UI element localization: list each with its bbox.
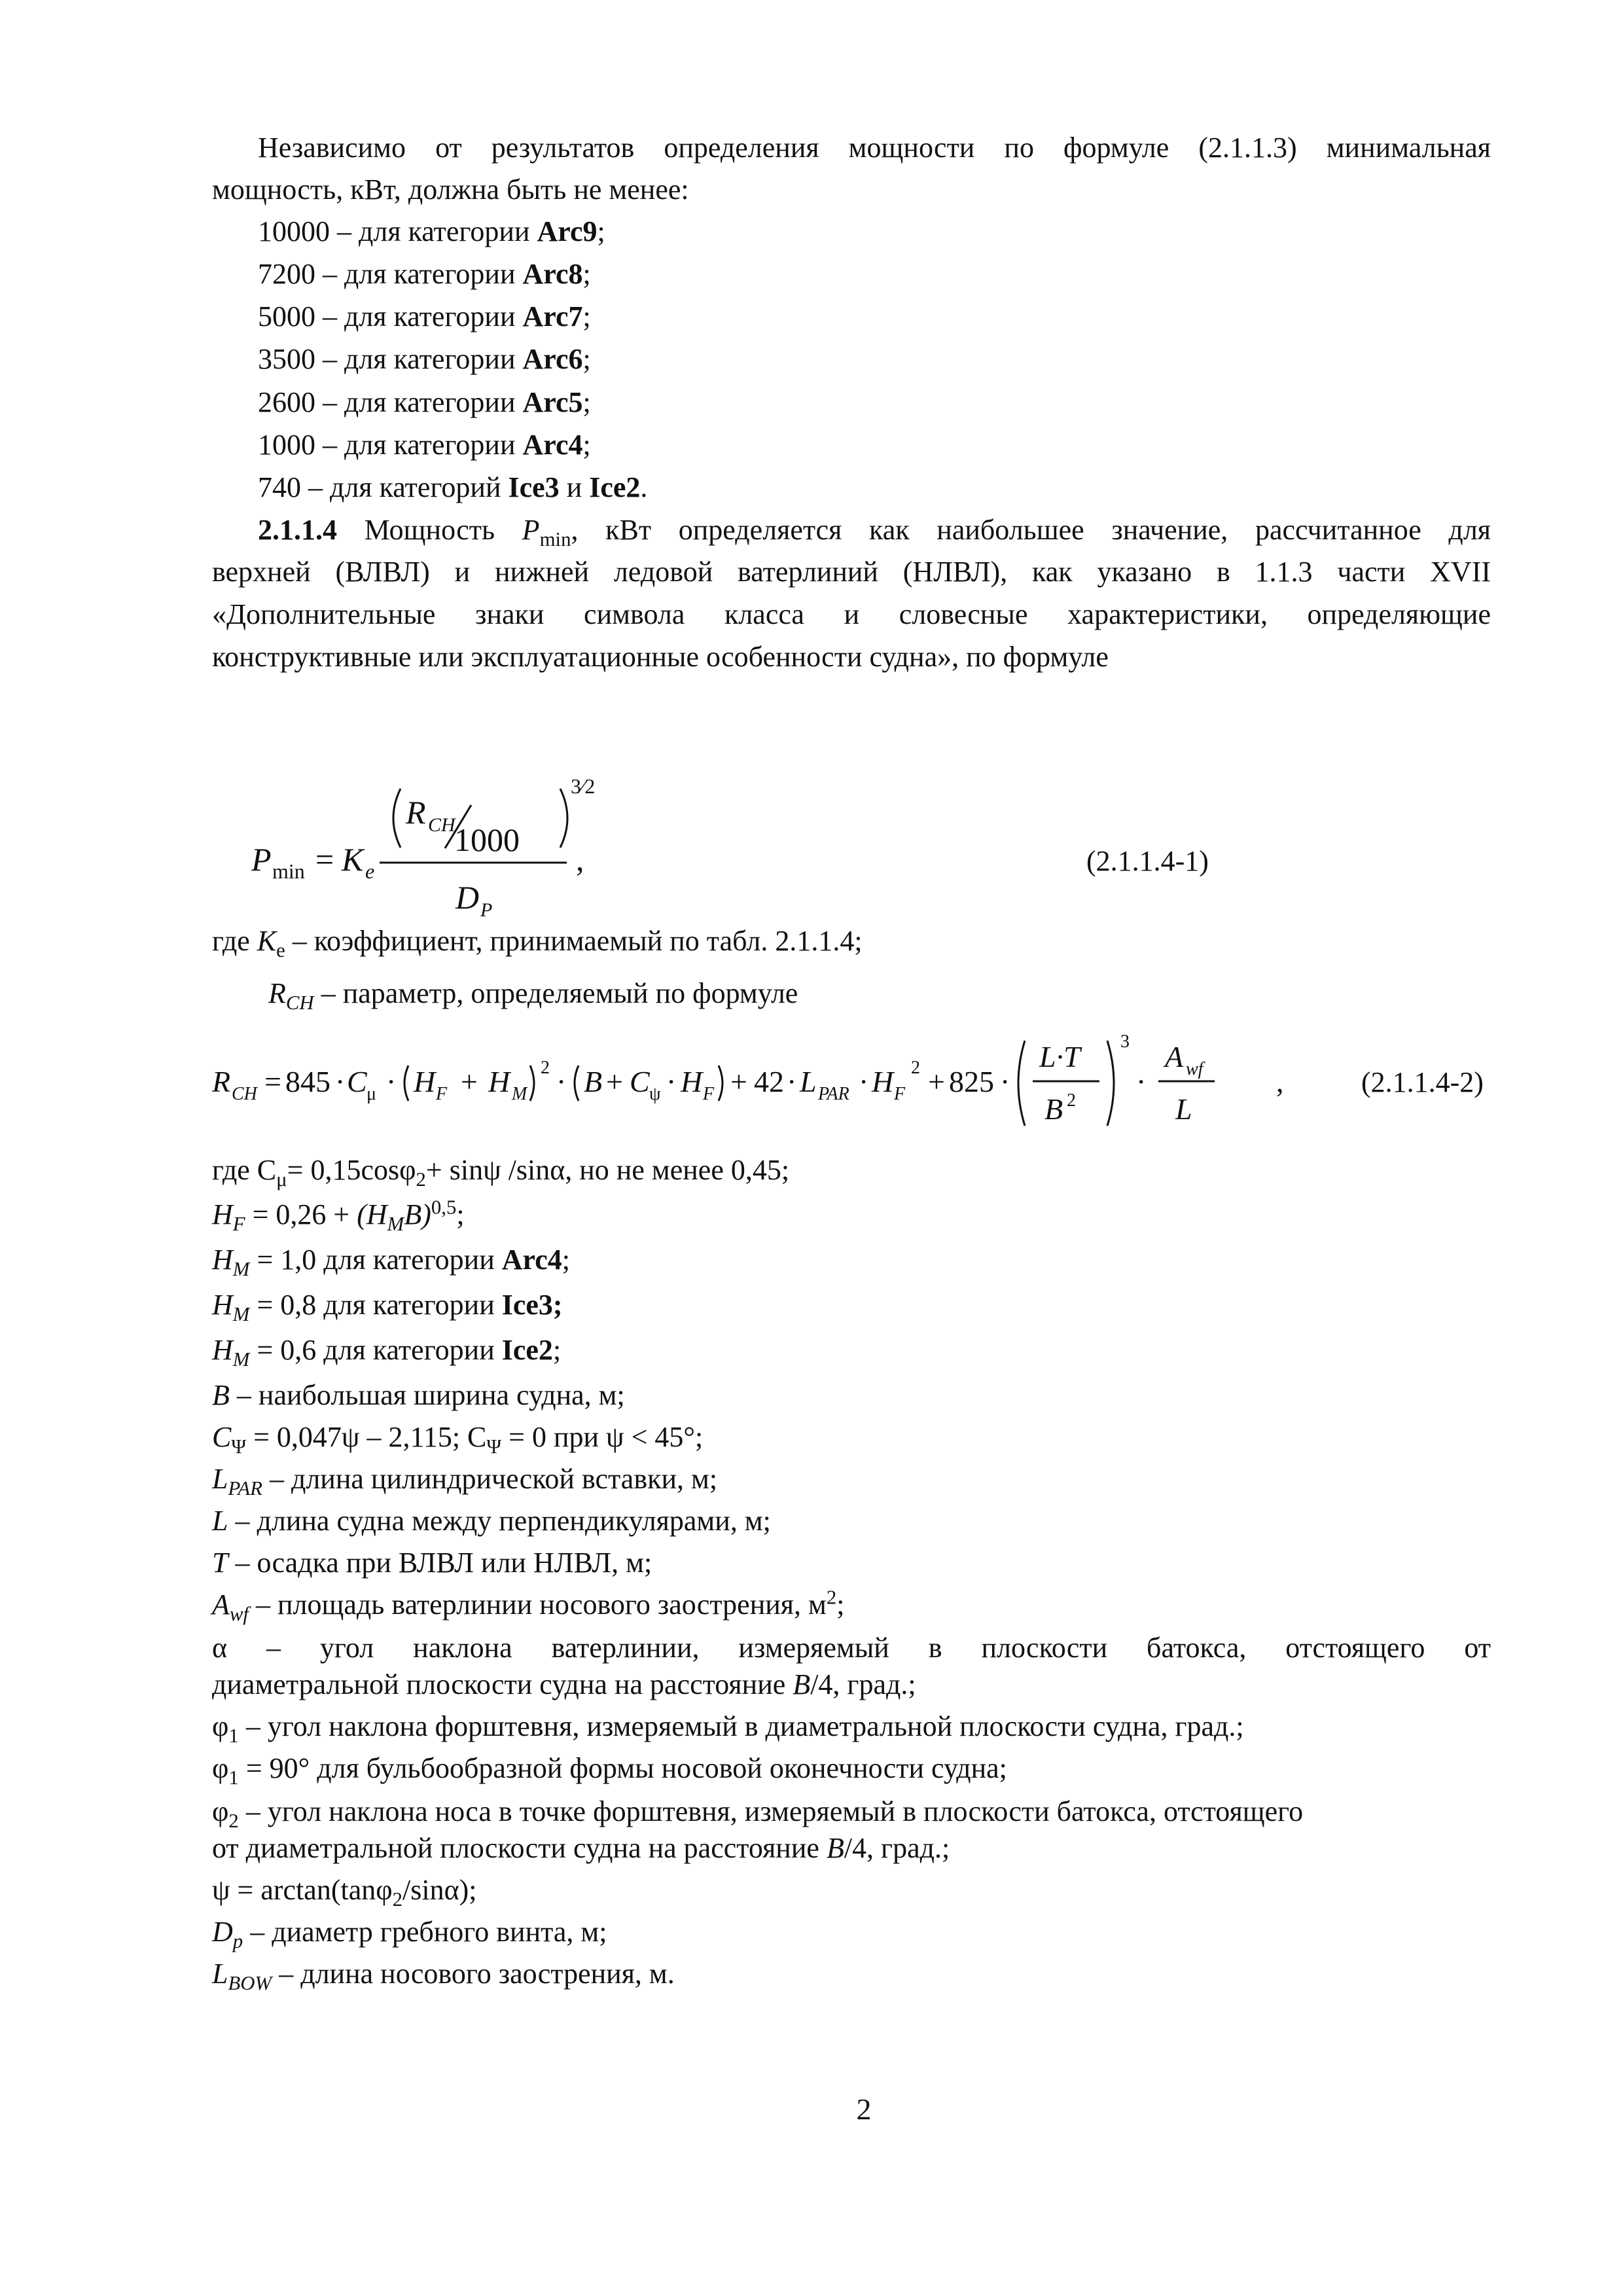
f2-hm: H (488, 1065, 510, 1098)
f2-dot-2: · (386, 1065, 397, 1098)
f2-plus-4: + (928, 1065, 945, 1098)
def-hm-ice2: $H_M = 0,6$ для категории Ice2; (212, 1334, 562, 1371)
f2-lpar-sub: PAR (818, 1084, 849, 1104)
min-power-item: 7200 – для категории Arc8; (258, 258, 591, 290)
f2-awf: A (1165, 1040, 1184, 1073)
f2-sq: 2 (541, 1058, 550, 1078)
f2-comma: , (1276, 1065, 1284, 1098)
f2-hm-sub: M (512, 1084, 527, 1104)
def-dp: $D_p$ – диаметр гребного винта, м; (212, 1916, 607, 1952)
def-cmu: где $C_\mu= 0,15\cos\varphi_2+ \sin\psi$ /sinα, но не менее 0,45; (212, 1154, 790, 1191)
f1-comma: , (576, 841, 584, 878)
f2-plus-2: + (606, 1065, 623, 1098)
intro-line-1: Независимо от результатов определения мощности по формуле (2.1.1.3) минимальная (258, 132, 1491, 164)
def-rch: $R_{CH}$ – параметр, определяемый по формуле (268, 977, 798, 1014)
f2-b2: B (1044, 1092, 1063, 1126)
section-line-4: конструктивные или эксплуатационные особенности судна», по формуле (212, 641, 1109, 673)
min-power-item: 5000 – для категории Arc7; (258, 300, 591, 332)
f2-lt: L·T (1039, 1040, 1080, 1073)
f1-label: (2.1.1.4-1) (1086, 845, 1209, 877)
f1-div: 1000 (454, 821, 520, 858)
f2-hf-2-sub: F (703, 1084, 715, 1104)
f1-r: R (406, 794, 426, 831)
f2-b: B (584, 1065, 603, 1098)
f2-sq-2: 2 (911, 1058, 920, 1078)
f2-dot-5: · (787, 1065, 797, 1098)
f2-hf-sub: F (436, 1084, 448, 1104)
f2-hf: H (414, 1065, 436, 1098)
f1-k-sub: e (365, 859, 375, 883)
f2-paren-1-close (530, 1066, 534, 1101)
min-power-item: 2600 – для категории Arc5; (258, 386, 591, 418)
def-t: T – осадка при ВЛВЛ или НЛВЛ, м; (212, 1547, 652, 1579)
f2-cmu-sub: μ (366, 1084, 377, 1104)
f2-dot-3: · (556, 1065, 567, 1098)
f2-cpsi-sub: ψ (649, 1084, 661, 1104)
section-line-2: верхней (ВЛВЛ) и нижней ледовой ватерлиний (НЛВЛ), как указано в 1.1.3 части XVII (212, 556, 1491, 588)
f2-paren-1-open (404, 1066, 408, 1101)
f2-eq: = (264, 1065, 281, 1098)
f2-hf-3: H (872, 1065, 894, 1098)
section-heading-line: 2.1.1.4 Мощность $P_{min}$, кВт определяется как наибольшее значение, рассчитанное для (258, 514, 1491, 550)
section-line-3: «Дополнительные знаки символа класса и словесные характеристики, определяющие (212, 598, 1491, 630)
def-phi1-bulb: $\varphi_1 = 90^\circ$ для бульбообразной формы носовой оконечности судна; (212, 1752, 1007, 1789)
def-lpar: $L_{PAR}$ – длина цилиндрической вставки, м; (212, 1463, 718, 1499)
def-phi2-line-1: $\varphi_2$ – угол наклона носа в точке форштевня, измеряемый в плоскости батокса, отстоящего (212, 1795, 1304, 1832)
min-power-item: 3500 – для категории Arc6; (258, 343, 591, 375)
f1-eq: = (315, 841, 334, 878)
f2-lhs-sub: CH (232, 1084, 257, 1104)
def-b: B – наибольшая ширина судна, м; (212, 1379, 625, 1411)
section-number: 2.1.1.4 (258, 514, 337, 546)
f1-r-sub: CH (428, 814, 455, 836)
min-power-item-last: 740 – для категорий Ice3 и Ice2. (258, 471, 648, 503)
f2-42: 42 (754, 1065, 784, 1098)
f2-hf-3-sub: F (894, 1084, 906, 1104)
f2-cube: 3 (1120, 1031, 1130, 1052)
def-phi2-line-2: от диаметральной плоскости судна на расстояние B/4, град.; (212, 1832, 950, 1864)
f2-845: 845 (285, 1065, 330, 1098)
f2-dot-1: · (335, 1065, 346, 1098)
def-alpha-line-1: α – угол наклона ватерлинии, измеряемый в плоскости батокса, отстоящего от (212, 1632, 1491, 1664)
min-power-item: 1000 – для категории Arc4; (258, 429, 591, 461)
f2-paren-2-open (575, 1066, 579, 1101)
f2-b2-exp: 2 (1067, 1090, 1076, 1111)
f2-dot-4: · (666, 1065, 677, 1098)
f2-awf-sub: wf (1186, 1059, 1204, 1079)
f1-den: D (455, 879, 480, 916)
f2-dot-6: · (859, 1065, 869, 1098)
def-hf: $H_F = 0,26 + (H_MB)^{0,5}$; (212, 1196, 465, 1235)
f2-paren-2-close (719, 1066, 722, 1101)
f1-k: K (342, 841, 364, 878)
def-ke: где $K_e$ – коэффициент, принимаемый по табл. 2.1.1.4; (212, 925, 863, 961)
def-lbow: $L_{BOW}$ – длина носового заострения, м. (212, 1958, 675, 1994)
f2-cpsi: C (630, 1065, 650, 1098)
f2-lhs: R (212, 1065, 231, 1098)
def-psi: ψ = arctan(tanφ$_2$/sinα); (212, 1874, 477, 1910)
f2-l: L (1175, 1092, 1192, 1126)
f2-dot-7: · (1000, 1065, 1010, 1098)
f1-lhs-sub: min (272, 859, 305, 883)
def-awf: $A_{wf}$ – площадь ватерлинии носового заострения, $м^2$; (212, 1586, 845, 1625)
f1-exp: 3⁄2 (571, 774, 596, 798)
def-phi1: $\varphi_1$ – угол наклона форштевня, измеряемый в диаметральной плоскости судна, град.; (212, 1710, 1244, 1747)
intro-line-2: мощность, кВт, должна быть не менее: (212, 173, 689, 206)
f1-den-sub: P (480, 899, 493, 921)
f2-big-paren-open (1018, 1041, 1025, 1126)
def-cpsi: $C_\Psi = 0,047\psi - 2,115$; $C_\Psi = 0$ при ψ < 45°; (212, 1421, 704, 1458)
f2-big-paren-close (1107, 1041, 1114, 1126)
f1-lhs: P (251, 841, 272, 878)
f2-label: (2.1.1.4-2) (1361, 1066, 1484, 1098)
f2-plus-1: + (461, 1065, 478, 1098)
f2-dot-8: · (1136, 1065, 1147, 1098)
f2-cmu: C (347, 1065, 367, 1098)
f2-plus-3: + (730, 1065, 747, 1098)
f2-hf-2: H (681, 1065, 703, 1098)
f2-825: 825 (949, 1065, 994, 1098)
page-number: 2 (856, 2092, 872, 2126)
f2-lpar: L (800, 1065, 817, 1098)
def-hm-ice3: $H_M = 0,8$ для категории Ice3; (212, 1289, 563, 1325)
def-l: L – длина судна между перпендикулярами, м; (212, 1505, 771, 1537)
min-power-item: 10000 – для категории Arc9; (258, 215, 605, 247)
def-alpha-line-2: диаметральной плоскости судна на расстояние B/4, град.; (212, 1668, 916, 1700)
def-hm-arc4: $H_M = 1,0$ для категории Arc4; (212, 1244, 571, 1280)
